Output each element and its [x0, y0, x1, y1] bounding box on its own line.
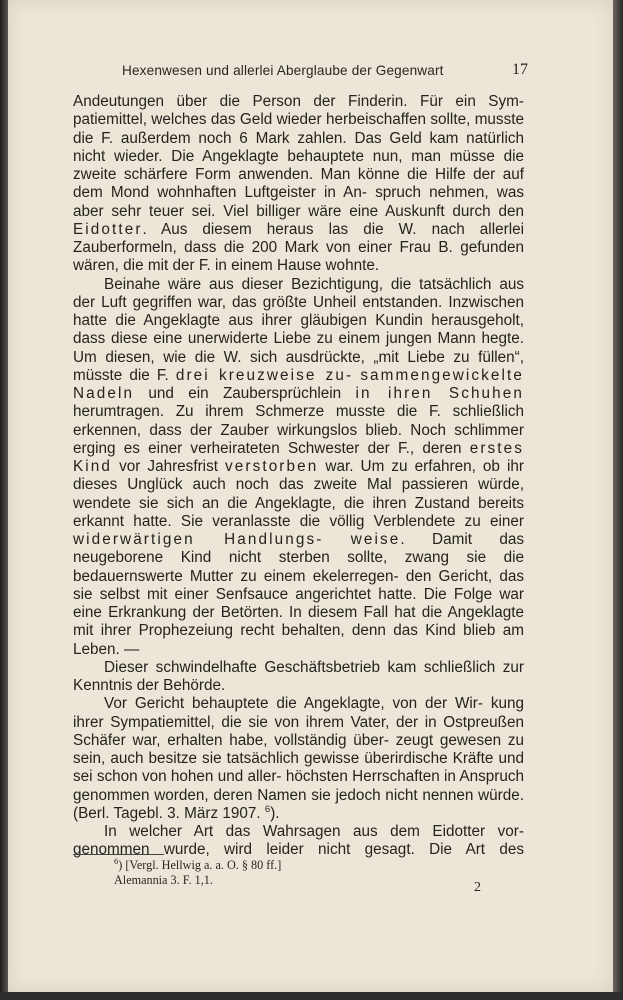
text-line: die F. schließlich erkennen, dass der Zauber wirkungslos [73, 403, 524, 439]
emphasis-spaced: verstorben [225, 458, 319, 475]
footnote-reference: 6 [264, 803, 271, 815]
text-line: blieb. Noch schlimmer erging es einer verheirateten Schwester [73, 421, 524, 457]
paragraph [73, 93, 524, 276]
text-line: überirdische Kräfte und sei schon von hohen und aller- [73, 750, 524, 786]
body-text [73, 93, 524, 860]
text-line: höchsten Herrschaften in Anspruch genommen worden, [73, 768, 524, 804]
text-line: völlig Verblendete zu einer [329, 512, 525, 530]
text-line: zwang sie die bedauernswerte Mutter zu einem ekelerregen- [73, 549, 525, 585]
text-line: von einer Frau B. gefunden wären, die mit der F. in einem [73, 239, 525, 275]
text-line: und ein Zaubersprüchlein [134, 385, 342, 402]
text-line: Um zu erfahren, ob ihr dieses Unglück auch noch das zweite [73, 458, 524, 494]
book-gutter [0, 0, 8, 1000]
text-line: . Aus diesem heraus [142, 220, 314, 238]
page-header [68, 61, 528, 83]
text-line: Ostpreußen Schäfer war, erhalten habe, vollständig über- [73, 713, 525, 749]
text-line: Beinahe wäre aus dieser Bezichtigung, die tatsächlich [104, 275, 492, 293]
text-line: In welcher Art das Wahrsagen aus dem Eidotter vor- [104, 823, 524, 840]
footnote-rule [73, 854, 164, 855]
text-line: vor Jahresfrist [112, 458, 226, 475]
text-line: der F., deren [367, 439, 470, 457]
emphasis-spaced: Eidotter [73, 220, 143, 238]
text-line: patiemittel, welches das Geld wieder herbeischaffen sollte, [73, 111, 471, 129]
text-line: behalten, denn das Kind blieb am Leben. — [73, 622, 524, 658]
footnote-text: ) [Vergl. Hellwig a. a. O. § 80 ff.] [118, 858, 282, 872]
text-line: herumtragen. Zu ihrem Schmerze musste [73, 403, 386, 421]
text-line: Andeutungen über die Person der Finderin. Für ein Sym- [73, 93, 524, 110]
footnote-line [114, 855, 474, 873]
text-line: zur Kenntnis der Behörde. [73, 658, 524, 694]
text-line: diesem Fall hat die Angeklagte mit ihrer Prophezeiung recht [73, 604, 525, 640]
emphasis-spaced: sammengewickelte Nadeln [73, 366, 524, 402]
paragraph [73, 695, 524, 823]
text-line: ). [270, 804, 280, 822]
text-line: herausgeholt, dass diese eine unerwiderte Liebe zu einem [73, 312, 524, 348]
text-line: kam natürlich nicht wieder. Die Angeklagte behauptete nun, [73, 129, 525, 165]
footnote-mark: 6 [114, 855, 119, 866]
emphasis-spaced: erstes Kind [73, 439, 524, 475]
scan-border [0, 992, 623, 1000]
text-line: hatte. Die Folge war eine Erkrankung der Betörten. In [73, 585, 524, 621]
text-line: jungen Mann hegte. Um diesen, wie die W. sich ausdrückte, [73, 330, 525, 366]
text-line: die ihren Zustand bereits erkannt hatte. Sie veranlasste die [73, 494, 524, 530]
text-line: zeugt gewesen zu sein, auch besitze sie tatsächlich gewisse [73, 731, 524, 767]
text-line: . Damit das neugeborene Kind nicht sterben sollte, [73, 531, 525, 567]
text-line: den Gericht, das sie selbst mit einer Senfsauce angerichtet [73, 567, 524, 603]
signature-mark: 2 [474, 880, 481, 895]
text-line: Hause wohnte. [277, 257, 380, 275]
footnote [114, 855, 474, 888]
text-line: Dieser schwindelhafte Geschäftsbetrieb kam schließlich [104, 658, 496, 676]
text-line: Mal passieren würde, wendete sie sich an die Angeklagte, [73, 476, 524, 512]
emphasis-spaced: weise [350, 531, 401, 548]
text-line: spruch nehmen, was aber sehr teuer sei. Viel billiger wäre [73, 184, 525, 220]
text-line: „mit Liebe zu füllen“, müsste die F. [73, 348, 525, 384]
running-title: Hexenwesen und allerlei Aberglaube der Gegenwart [122, 63, 444, 78]
text-line: Inzwischen hatte die Angeklagte aus ihrer gläubigen Kundin [73, 293, 525, 329]
text-line: man müsse die zweite schärfere Form anwenden. Man könne [73, 147, 524, 183]
text-line: genommen wurde, wird leider nicht gesagt. Die Art des [73, 841, 524, 859]
text-line: las die W. nach allerlei Zauberformeln, dass die 200 Mark [73, 220, 525, 256]
text-line: deren Namen sie jedoch nicht nennen würde. (Berl. Tagebl. [73, 786, 525, 822]
paragraph [73, 659, 524, 696]
page-number: 17 [512, 61, 528, 78]
emphasis-spaced: widerwärtigen Handlungs- [73, 531, 324, 548]
text-line: kung ihrer Sympatiemittel, die sie von ihrem Vater, der in [73, 695, 525, 731]
emphasis-spaced: drei kreuzweise zu- [175, 366, 354, 384]
text-line: Vor Gericht behauptete die Angeklagte, von der Wir- [104, 695, 483, 713]
emphasis-spaced: in ihren Schuhen [355, 385, 524, 402]
text-line: war. [318, 458, 354, 475]
text-line: eine Auskunft durch den [349, 202, 524, 220]
text-line: aus der Luft gegriffen war, das größte Unheil entstanden. [73, 275, 524, 311]
page-edge [613, 0, 623, 1000]
text-line: die Hilfe der auf dem Mond wohnhaften Luftgeister in An- [73, 166, 524, 202]
paragraph [73, 276, 524, 659]
text-line: 3. März 1907. [167, 804, 265, 822]
footnote-line: Alemannia 3. F. 1,1. [114, 873, 213, 887]
text-line: musste die F. außerdem noch 6 Mark zahlen. Das Geld [73, 111, 524, 147]
